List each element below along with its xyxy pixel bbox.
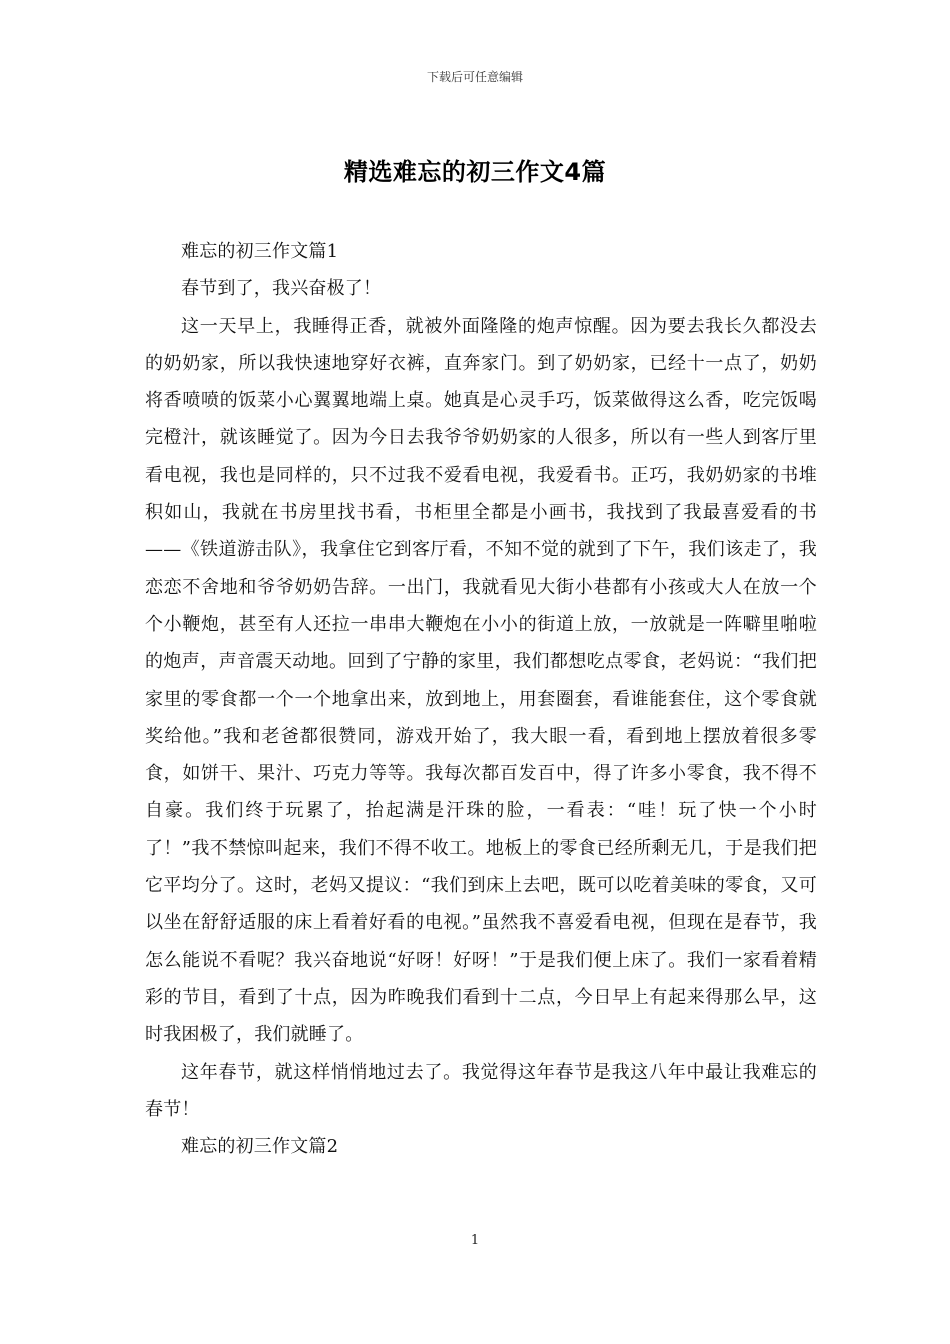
body-paragraph: 这一天早上，我睡得正香，就被外面隆隆的炮声惊醒。因为要去我长久都没去的奶奶家，所以我快速地穿好衣裤，直奔家门。到了奶奶家，已经十一点了，奶奶将香喷喷的饭菜小心翼翼地端上桌。她真是心灵手巧，饭菜做得这么香，吃完饭喝完橙汁，就该睡觉了。因为今日去我爷爷奶奶家的人很多，所以有一些人到客厅里看电视，我也是同样的，只不过我不爱看电视，我爱看书。正巧，我奶奶家的书堆积如山，我就在书房里找书看，书柜里全都是小画书，我找到了我最喜爱看的书——《铁道游击队》，我拿住它到客厅看，不知不觉的就到了下午，我们该走了，我恋恋不舍地和爷爷奶奶告辞。一出门，我就看见大街小巷都有小孩或大人在放一个个小鞭炮，甚至有人还拉一串串大鞭炮在小小的街道上放，一放就是一阵噼里啪啦的炮声，声音震天动地。回到了宁静的家里，我们都想吃点零食，老妈说：“我们把家里的零食都一个一个地拿出来，放到地上，用套圈套，看谁能套住，这个零食就奖给他。”我和老爸都很赞同，游戏开始了，我大眼一看，看到地上摆放着很多零食，如饼干、果汁、巧克力等等。我每次都百发百中，得了许多小零食，我不得不自豪。我们终于玩累了，抬起满是汗珠的脸，一看表：“哇！玩了快一个小时了！”我不禁惊叫起来，我们不得不收工。地板上的零食已经所剩无几，于是我们把它平均分了。这时，老妈又提议：“我们到床上去吧，既可以吃着美味的零食，又可以坐在舒舒适服的床上看着好看的电视。”虽然我不喜爱看电视，但现在是春节，我怎么能说不看呢？我兴奋地说“好呀！好呀！”于是我们便上床了。我们一家看着精彩的节目，看到了十点，因为昨晚我们看到十二点，今日早上有起来得那么早，这时我困极了，我们就睡了。 [145,315,817,1046]
body-paragraph: 这年春节，就这样悄悄地过去了。我觉得这年春节是我这八年中最让我难忘的春节！ [145,1061,817,1120]
body-paragraph: 春节到了，我兴奋极了！ [181,278,382,300]
page-number: 1 [470,1233,480,1248]
section-heading-2: 难忘的初三作文篇2 [181,1136,339,1158]
document-title: 精选难忘的初三作文4篇 [343,158,607,186]
section-heading-1: 难忘的初三作文篇1 [181,241,339,262]
header-note: 下载后可任意编辑 [426,70,523,84]
document-body [145,233,817,1165]
